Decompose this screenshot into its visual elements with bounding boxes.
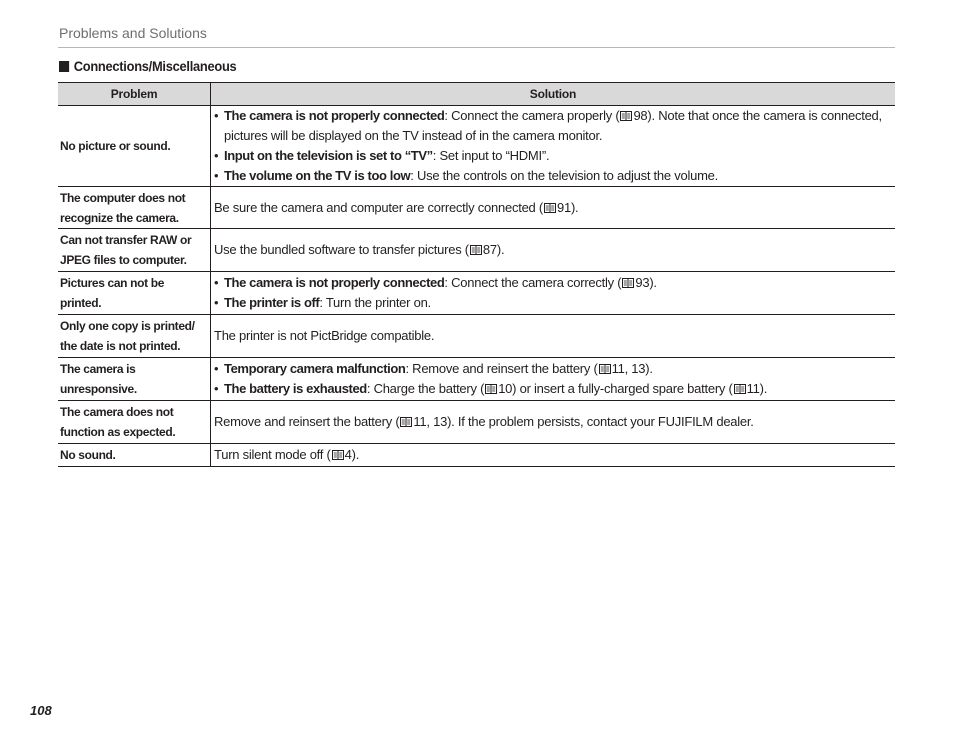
problem-cell: The computer does not recognize the camera. (58, 187, 211, 229)
solution-bullet (214, 359, 891, 379)
bullet-icon: • (214, 108, 219, 123)
problem-cell: Pictures can not be printed. (58, 272, 211, 315)
solution-cell (211, 444, 896, 467)
page-number: 108 (30, 703, 52, 718)
solution-bullet (214, 293, 891, 313)
solution-cell (211, 272, 896, 315)
solution-bullet (214, 273, 891, 293)
book-reference-icon (734, 384, 746, 394)
table-row (58, 106, 895, 187)
solution-cell (211, 358, 896, 401)
solution-bullet (214, 166, 891, 186)
book-reference-icon (599, 364, 611, 374)
solution-text: Use the bundled software to transfer pictures ( (214, 242, 469, 257)
book-reference-icon (332, 450, 344, 460)
solution-text: : Charge the battery ( (366, 381, 485, 396)
solution-cell (211, 106, 896, 187)
solution-cell (211, 315, 896, 358)
solution-text: : Set input to “HDMI”. (432, 148, 550, 163)
book-reference-icon (620, 111, 632, 121)
solution-cause: Temporary camera malfunction (224, 361, 406, 376)
solution-bullet (214, 379, 891, 399)
problem-cell: Can not transfer RAW or JPEG files to computer. (58, 229, 211, 272)
book-reference-icon (485, 384, 497, 394)
solution-text: : Connect the camera properly ( (444, 108, 620, 123)
table-header-row (58, 83, 895, 106)
solution-text: : Remove and reinsert the battery ( (405, 361, 598, 376)
section-title: Connections/Miscellaneous (73, 58, 237, 74)
page-reference: 11, 13 (413, 414, 448, 429)
solution-cause: The camera is not properly connected (224, 275, 445, 290)
solution-bullet (214, 106, 891, 146)
book-reference-icon (470, 245, 482, 255)
bullet-icon: • (214, 295, 219, 310)
table-row (58, 401, 895, 444)
solution-text: The printer is not PictBridge compatible. (214, 328, 435, 343)
table-row (58, 315, 895, 358)
solution-text: ). (645, 361, 653, 376)
column-header-solution: Solution (211, 83, 896, 106)
solution-text: ). (759, 381, 768, 396)
table-row (58, 358, 895, 401)
table-row (58, 272, 895, 315)
page-reference: 91 (556, 199, 571, 215)
solution-cause: The battery is exhausted (224, 381, 367, 396)
solution-text: Remove and reinsert the battery ( (214, 414, 400, 429)
page-reference: 11 (746, 381, 760, 396)
page-reference: 87 (482, 242, 497, 257)
solution-bullet (214, 146, 891, 166)
solution-cause: Input on the television is set to “TV” (224, 148, 433, 163)
solution-text: : Turn the printer on. (319, 295, 431, 310)
solution-text: ). (570, 199, 579, 215)
running-header: Problems and Solutions (59, 25, 207, 41)
table-row (58, 229, 895, 272)
book-reference-icon (622, 278, 634, 288)
section-heading (59, 58, 236, 74)
book-reference-icon (400, 417, 412, 427)
page-reference: 11, 13 (611, 361, 646, 376)
page-reference: 93 (635, 275, 650, 290)
page-reference: 98 (633, 108, 648, 123)
table-row (58, 444, 895, 467)
bullet-icon: • (214, 381, 219, 396)
page-reference: 4 (344, 447, 352, 462)
troubleshooting-table (58, 82, 895, 467)
problem-cell: The camera is unresponsive. (58, 358, 211, 401)
solution-text: ). If the problem persists, contact your FUJIFILM dealer. (447, 414, 754, 429)
header-divider (58, 47, 895, 48)
solution-text: Turn silent mode off ( (214, 447, 331, 462)
section-marker-icon (59, 61, 69, 72)
solution-text: ). (649, 275, 657, 290)
solution-text: ) or insert a fully-charged spare battery ( (512, 381, 733, 396)
bullet-icon: • (214, 148, 219, 163)
bullet-icon: • (214, 168, 219, 183)
problem-cell: No picture or sound. (58, 106, 211, 187)
solution-cause: The printer is off (224, 295, 320, 310)
problem-cell: The camera does not function as expected. (58, 401, 211, 444)
solution-cell (211, 401, 896, 444)
problem-cell: No sound. (58, 444, 211, 467)
solution-text: ). (351, 447, 360, 462)
solution-cause: The camera is not properly connected (224, 108, 445, 123)
book-reference-icon (544, 203, 556, 213)
solution-text: Be sure the camera and computer are correctly connected ( (214, 199, 543, 215)
solution-text: : Connect the camera correctly ( (444, 275, 622, 290)
bullet-icon: • (214, 361, 219, 376)
solution-cell (211, 229, 896, 272)
problem-cell: Only one copy is printed/ the date is not printed. (58, 315, 211, 358)
solution-cell (211, 187, 896, 229)
column-header-problem: Problem (58, 83, 211, 106)
table-row (58, 187, 895, 229)
page-reference: 10 (498, 381, 513, 396)
solution-text: : Use the controls on the television to adjust the volume. (410, 168, 719, 183)
solution-cause: The volume on the TV is too low (224, 168, 411, 183)
bullet-icon: • (214, 275, 219, 290)
solution-text: ). (496, 242, 505, 257)
solution-text: ). Note that once the camera is connected, pictures will be displayed on the TV instead of in the camera monitor. (224, 108, 882, 143)
